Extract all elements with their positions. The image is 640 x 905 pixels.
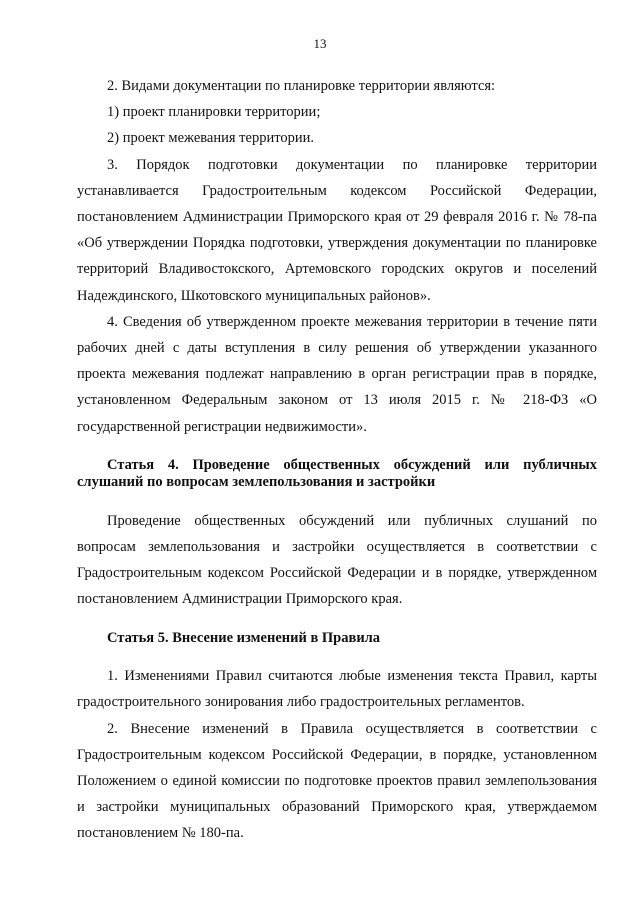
article-5-paragraph-2: 2. Внесение изменений в Правила осуществляется в соответствии с Градостроительным кодексом Российской Федерации, в порядке, установленном Положением о единой комиссии по подготовке проектов правил землепользования и застройки муниципальных образований Приморского края, утверждаемом постановлением № 180-па. (77, 720, 597, 842)
article-5-paragraph-1: 1. Изменениями Правил считаются любые изменения текста Правил, карты градостроительного зонирования либо градостроительных регламентов. (77, 668, 597, 711)
list-item-surveying-project: 2) проект межевания территории. (107, 130, 314, 147)
article-4-paragraph: Проведение общественных обсуждений или публичных слушаний по вопросам землепользования и застройки осуществляется в соответствии с Градостроительным кодексом Российской Федерации и в порядке, утвержденном постановлением Администрации Приморского края. (77, 512, 597, 608)
article-4-heading: Статья 4. Проведение общественных обсуждений или публичных слушаний по вопросам землепользования и застройки (77, 456, 597, 491)
page-number: 13 (313, 36, 327, 51)
paragraph-documentation-types: 2. Видами документации по планировке территории являются: (107, 78, 496, 94)
article-5-heading: Статья 5. Внесение изменений в Правила (107, 629, 381, 646)
list-item-planning-project: 1) проект планировки территории; (107, 104, 321, 121)
paragraph-registration: 4. Сведения об утвержденном проекте межевания территории в течение пяти рабочих дней с даты вступления в силу решения об утверждении указанного проекта межевания подлежат направлению в орган регистрации прав в порядке, установленном Федеральным законом от 13 июля 2015 г. № 218-ФЗ «О государственной регистрации недвижимости». (77, 313, 597, 435)
paragraph-preparation-order: 3. Порядок подготовки документации по планировке территории устанавливается Градостроительным кодексом Российской Федерации, постановлением Администрации Приморского края от 29 февраля 2016 г. № 78-па «Об утверждении Порядка подготовки, утверждения документации по планировке территорий Владивостокского, Артемовского городских округов и поселений Надеждинского, Шкотовского муниципальных районов». (77, 156, 597, 304)
document-body (77, 73, 597, 847)
